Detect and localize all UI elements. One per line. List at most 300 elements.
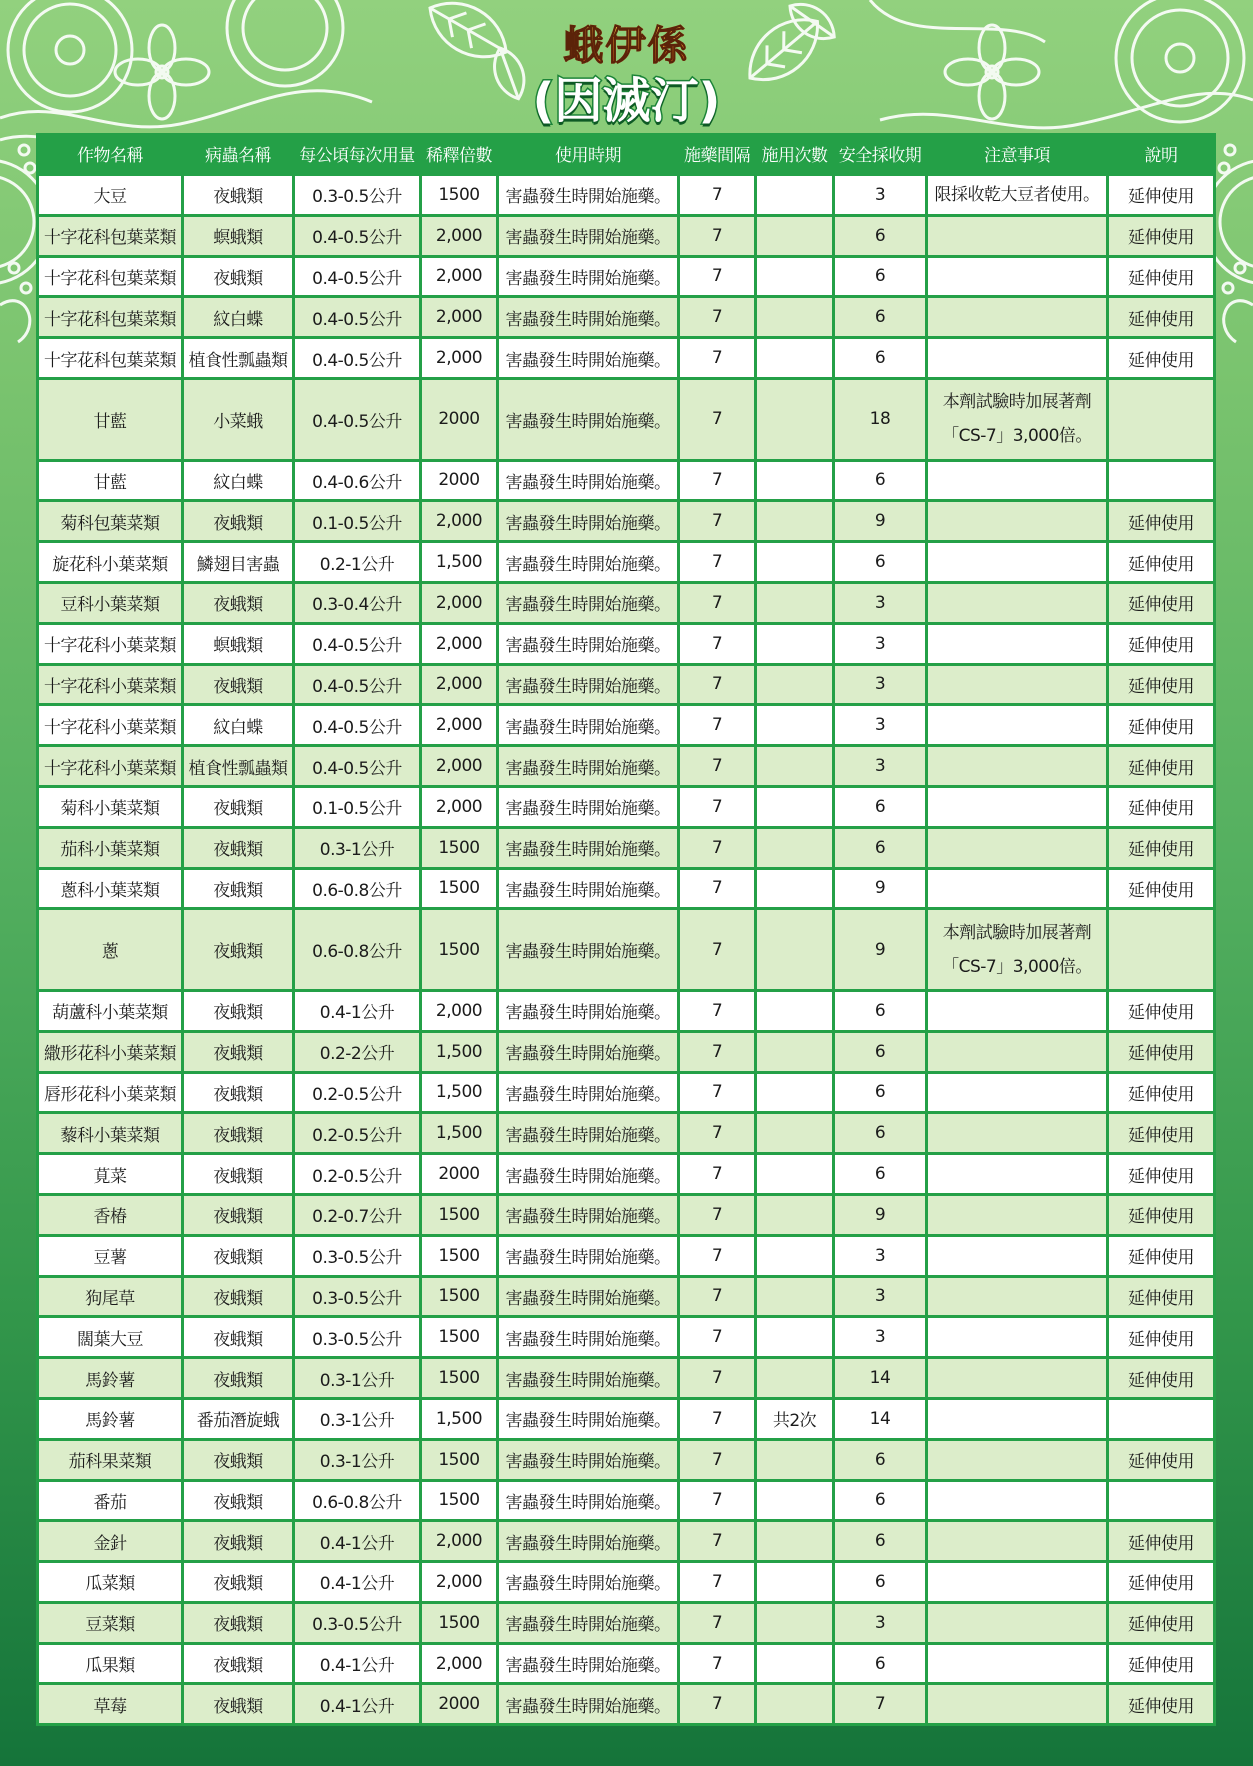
cell-pest: 夜蛾類	[184, 176, 292, 214]
cell-harvest-interval: 6	[835, 1155, 925, 1193]
cell-notes	[928, 1685, 1106, 1723]
cell-harvest-interval: 18	[835, 380, 925, 459]
cell-crop: 十字花科包葉菜類	[39, 217, 181, 255]
cell-harvest-interval: 6	[835, 217, 925, 255]
cell-applications	[757, 625, 832, 663]
header-dilution: 稀釋倍數	[426, 145, 492, 166]
cell-remark: 延伸使用	[1109, 788, 1213, 826]
cell-dosage: 0.4-0.5公升	[295, 666, 419, 704]
cell-pest: 夜蛾類	[184, 1441, 292, 1479]
cell-interval: 7	[680, 992, 754, 1030]
cell-remark: 延伸使用	[1109, 1441, 1213, 1479]
cell-remark: 延伸使用	[1109, 1196, 1213, 1234]
cell-interval: 7	[680, 1400, 754, 1438]
cell-notes	[928, 339, 1106, 377]
cell-remark: 延伸使用	[1109, 217, 1213, 255]
cell-notes	[928, 706, 1106, 744]
table-row	[39, 1482, 1213, 1520]
cell-remark: 延伸使用	[1109, 1359, 1213, 1397]
cell-remark: 延伸使用	[1109, 176, 1213, 214]
cell-notes	[928, 1522, 1106, 1560]
cell-interval: 7	[680, 1441, 754, 1479]
cell-timing: 害蟲發生時開始施藥。	[499, 1441, 677, 1479]
cell-harvest-interval: 6	[835, 1645, 925, 1683]
cell-dilution: 2,000	[422, 217, 496, 255]
cell-pest: 紋白蝶	[184, 706, 292, 744]
cell-dilution: 2000	[422, 1685, 496, 1723]
cell-interval: 7	[680, 666, 754, 704]
cell-timing: 害蟲發生時開始施藥。	[499, 298, 677, 336]
cell-timing: 害蟲發生時開始施藥。	[499, 1318, 677, 1356]
cell-applications	[757, 1482, 832, 1520]
cell-crop: 蔥科小葉菜類	[39, 870, 181, 908]
cell-timing: 害蟲發生時開始施藥。	[499, 1522, 677, 1560]
cell-interval: 7	[680, 1645, 754, 1683]
cell-harvest-interval: 14	[835, 1359, 925, 1397]
cell-dilution: 1500	[422, 1441, 496, 1479]
table-row	[39, 462, 1213, 500]
cell-applications	[757, 380, 832, 459]
cell-interval: 7	[680, 910, 754, 989]
cell-crop: 十字花科包葉菜類	[39, 339, 181, 377]
cell-crop: 番茄	[39, 1482, 181, 1520]
cell-pest: 螟蛾類	[184, 625, 292, 663]
cell-crop: 藜科小葉菜類	[39, 1114, 181, 1152]
table-row	[39, 1114, 1213, 1152]
cell-applications	[757, 1278, 832, 1316]
cell-applications	[757, 258, 832, 296]
cell-harvest-interval: 6	[835, 339, 925, 377]
cell-pest: 夜蛾類	[184, 1033, 292, 1071]
cell-dilution: 1,500	[422, 543, 496, 581]
table-header	[39, 133, 1213, 173]
cell-notes	[928, 1563, 1106, 1601]
cell-pest: 植食性瓢蟲類	[184, 747, 292, 785]
cell-harvest-interval: 3	[835, 666, 925, 704]
cell-interval: 7	[680, 380, 754, 459]
cell-notes	[928, 1441, 1106, 1479]
table-row	[39, 747, 1213, 785]
cell-remark	[1109, 380, 1213, 459]
cell-interval: 7	[680, 462, 754, 500]
cell-dilution: 2,000	[422, 502, 496, 540]
cell-dosage: 0.4-0.5公升	[295, 258, 419, 296]
cell-harvest-interval: 3	[835, 625, 925, 663]
cell-applications	[757, 1114, 832, 1152]
cell-dosage: 0.3-0.5公升	[295, 1318, 419, 1356]
cell-applications	[757, 1074, 832, 1112]
cell-applications	[757, 992, 832, 1030]
cell-remark: 延伸使用	[1109, 747, 1213, 785]
cell-harvest-interval: 3	[835, 1278, 925, 1316]
table-row	[39, 1563, 1213, 1601]
cell-applications	[757, 788, 832, 826]
cell-dosage: 0.2-0.5公升	[295, 1074, 419, 1112]
cell-dilution: 1500	[422, 1318, 496, 1356]
cell-notes	[928, 910, 1106, 989]
cell-crop: 十字花科小葉菜類	[39, 666, 181, 704]
cell-remark	[1109, 1482, 1213, 1520]
cell-applications	[757, 1685, 832, 1723]
cell-pest: 夜蛾類	[184, 1196, 292, 1234]
cell-harvest-interval: 9	[835, 870, 925, 908]
cell-interval: 7	[680, 176, 754, 214]
cell-applications	[757, 829, 832, 867]
cell-dosage: 0.4-1公升	[295, 992, 419, 1030]
cell-dilution: 2,000	[422, 584, 496, 622]
header-timing: 使用時期	[555, 145, 621, 166]
cell-timing: 害蟲發生時開始施藥。	[499, 1114, 677, 1152]
cell-remark: 延伸使用	[1109, 1278, 1213, 1316]
cell-pest: 夜蛾類	[184, 258, 292, 296]
cell-notes	[928, 1114, 1106, 1152]
cell-timing: 害蟲發生時開始施藥。	[499, 176, 677, 214]
cell-remark: 延伸使用	[1109, 543, 1213, 581]
cell-notes	[928, 1237, 1106, 1275]
cell-dosage: 0.4-0.6公升	[295, 462, 419, 500]
table-row	[39, 502, 1213, 540]
cell-dosage: 0.2-0.5公升	[295, 1155, 419, 1193]
cell-applications	[757, 1155, 832, 1193]
cell-pest: 夜蛾類	[184, 910, 292, 989]
table-row	[39, 1604, 1213, 1642]
cell-interval: 7	[680, 543, 754, 581]
cell-dilution: 2000	[422, 1155, 496, 1193]
cell-pest: 夜蛾類	[184, 1318, 292, 1356]
cell-applications	[757, 1604, 832, 1642]
cell-dosage: 0.2-0.7公升	[295, 1196, 419, 1234]
cell-dosage: 0.3-0.5公升	[295, 176, 419, 214]
cell-notes	[928, 1074, 1106, 1112]
cell-crop: 草莓	[39, 1685, 181, 1723]
cell-harvest-interval: 3	[835, 584, 925, 622]
table-row	[39, 788, 1213, 826]
cell-timing: 害蟲發生時開始施藥。	[499, 543, 677, 581]
cell-crop: 瓜果類	[39, 1645, 181, 1683]
cell-pest: 夜蛾類	[184, 870, 292, 908]
cell-dilution: 1500	[422, 1278, 496, 1316]
cell-pest: 夜蛾類	[184, 502, 292, 540]
cell-notes	[928, 217, 1106, 255]
cell-dosage: 0.4-0.5公升	[295, 380, 419, 459]
cell-harvest-interval: 6	[835, 298, 925, 336]
note-line: 本劑試驗時加展著劑	[942, 392, 1092, 413]
note-line: 「CS-7」3,000倍。	[942, 956, 1092, 977]
cell-applications	[757, 543, 832, 581]
cell-remark: 延伸使用	[1109, 1114, 1213, 1152]
cell-dosage: 0.6-0.8公升	[295, 870, 419, 908]
header-remark: 說明	[1144, 145, 1178, 166]
cell-crop: 葫蘆科小葉菜類	[39, 992, 181, 1030]
cell-crop: 十字花科包葉菜類	[39, 258, 181, 296]
title-block	[0, 20, 1253, 130]
cell-applications	[757, 666, 832, 704]
cell-remark: 延伸使用	[1109, 870, 1213, 908]
cell-remark: 延伸使用	[1109, 502, 1213, 540]
header-crop: 作物名稱	[77, 145, 143, 166]
cell-dilution: 1,500	[422, 1033, 496, 1071]
cell-remark	[1109, 462, 1213, 500]
cell-interval: 7	[680, 298, 754, 336]
cell-dosage: 0.2-0.5公升	[295, 1114, 419, 1152]
cell-applications	[757, 339, 832, 377]
cell-remark	[1109, 910, 1213, 989]
cell-applications	[757, 747, 832, 785]
cell-applications	[757, 502, 832, 540]
cell-notes	[928, 992, 1106, 1030]
cell-dilution: 1,500	[422, 1074, 496, 1112]
cell-dilution: 2,000	[422, 1645, 496, 1683]
table-row	[39, 1033, 1213, 1071]
cell-notes	[928, 1033, 1106, 1071]
cell-timing: 害蟲發生時開始施藥。	[499, 992, 677, 1030]
table-row	[39, 666, 1213, 704]
cell-harvest-interval: 6	[835, 1441, 925, 1479]
cell-interval: 7	[680, 870, 754, 908]
table-row	[39, 1441, 1213, 1479]
cell-harvest-interval: 6	[835, 1074, 925, 1112]
cell-pest: 夜蛾類	[184, 1359, 292, 1397]
cell-harvest-interval: 14	[835, 1400, 925, 1438]
cell-crop: 豆科小葉菜類	[39, 584, 181, 622]
cell-pest: 螟蛾類	[184, 217, 292, 255]
cell-notes	[928, 1400, 1106, 1438]
header-dosage: 每公頃每次用量	[299, 145, 415, 166]
cell-pest: 紋白蝶	[184, 462, 292, 500]
table-row	[39, 706, 1213, 744]
cell-pest: 夜蛾類	[184, 992, 292, 1030]
cell-crop: 馬鈴薯	[39, 1400, 181, 1438]
cell-dosage: 0.4-1公升	[295, 1522, 419, 1560]
cell-harvest-interval: 9	[835, 1196, 925, 1234]
cell-notes	[928, 870, 1106, 908]
cell-pest: 夜蛾類	[184, 1522, 292, 1560]
cell-interval: 7	[680, 1482, 754, 1520]
cell-remark: 延伸使用	[1109, 1563, 1213, 1601]
cell-crop: 唇形花科小葉菜類	[39, 1074, 181, 1112]
cell-crop: 金針	[39, 1522, 181, 1560]
cell-notes	[928, 1359, 1106, 1397]
cell-dosage: 0.3-0.4公升	[295, 584, 419, 622]
cell-dilution: 1500	[422, 1237, 496, 1275]
cell-dosage: 0.3-1公升	[295, 829, 419, 867]
cell-remark: 延伸使用	[1109, 1645, 1213, 1683]
cell-harvest-interval: 3	[835, 176, 925, 214]
cell-dosage: 0.2-1公升	[295, 543, 419, 581]
cell-remark: 延伸使用	[1109, 339, 1213, 377]
cell-applications	[757, 1318, 832, 1356]
cell-harvest-interval: 6	[835, 258, 925, 296]
cell-timing: 害蟲發生時開始施藥。	[499, 870, 677, 908]
cell-timing: 害蟲發生時開始施藥。	[499, 339, 677, 377]
table-row	[39, 870, 1213, 908]
cell-interval: 7	[680, 1685, 754, 1723]
cell-timing: 害蟲發生時開始施藥。	[499, 788, 677, 826]
cell-crop: 茄科小葉菜類	[39, 829, 181, 867]
cell-dilution: 2,000	[422, 339, 496, 377]
cell-dilution: 2,000	[422, 706, 496, 744]
cell-pest: 夜蛾類	[184, 666, 292, 704]
cell-timing: 害蟲發生時開始施藥。	[499, 1278, 677, 1316]
cell-harvest-interval: 6	[835, 788, 925, 826]
cell-timing: 害蟲發生時開始施藥。	[499, 1604, 677, 1642]
cell-interval: 7	[680, 584, 754, 622]
cell-dilution: 1500	[422, 910, 496, 989]
cell-dosage: 0.6-0.8公升	[295, 1482, 419, 1520]
cell-dosage: 0.4-0.5公升	[295, 339, 419, 377]
table-row	[39, 1645, 1213, 1683]
table-row	[39, 543, 1213, 581]
table-row	[39, 258, 1213, 296]
cell-crop: 十字花科小葉菜類	[39, 747, 181, 785]
cell-remark	[1109, 1400, 1213, 1438]
cell-interval: 7	[680, 258, 754, 296]
cell-dosage: 0.4-1公升	[295, 1685, 419, 1723]
cell-timing: 害蟲發生時開始施藥。	[499, 1074, 677, 1112]
cell-timing: 害蟲發生時開始施藥。	[499, 1482, 677, 1520]
cell-crop: 甘藍	[39, 462, 181, 500]
table-row	[39, 1400, 1213, 1438]
cell-pest: 夜蛾類	[184, 1685, 292, 1723]
cell-timing: 害蟲發生時開始施藥。	[499, 706, 677, 744]
cell-remark: 延伸使用	[1109, 1522, 1213, 1560]
cell-dilution: 2,000	[422, 788, 496, 826]
cell-pest: 夜蛾類	[184, 1278, 292, 1316]
cell-crop: 狗尾草	[39, 1278, 181, 1316]
cell-crop: 菊科包葉菜類	[39, 502, 181, 540]
cell-pest: 夜蛾類	[184, 584, 292, 622]
cell-harvest-interval: 6	[835, 543, 925, 581]
header-interval: 施藥間隔	[684, 145, 750, 166]
cell-harvest-interval: 7	[835, 1685, 925, 1723]
cell-pest: 夜蛾類	[184, 1237, 292, 1275]
cell-timing: 害蟲發生時開始施藥。	[499, 1685, 677, 1723]
cell-harvest-interval: 6	[835, 1114, 925, 1152]
cell-remark: 延伸使用	[1109, 1604, 1213, 1642]
cell-timing: 害蟲發生時開始施藥。	[499, 1237, 677, 1275]
cell-dilution: 1500	[422, 176, 496, 214]
cell-timing: 害蟲發生時開始施藥。	[499, 380, 677, 459]
cell-interval: 7	[680, 788, 754, 826]
cell-pest: 夜蛾類	[184, 1604, 292, 1642]
cell-harvest-interval: 6	[835, 992, 925, 1030]
cell-crop: 豆菜類	[39, 1604, 181, 1642]
cell-timing: 害蟲發生時開始施藥。	[499, 1645, 677, 1683]
cell-remark: 延伸使用	[1109, 1318, 1213, 1356]
cell-notes	[928, 462, 1106, 500]
cell-notes	[928, 625, 1106, 663]
cell-dosage: 0.1-0.5公升	[295, 502, 419, 540]
cell-pest: 夜蛾類	[184, 1114, 292, 1152]
cell-remark: 延伸使用	[1109, 992, 1213, 1030]
cell-notes	[928, 1645, 1106, 1683]
cell-harvest-interval: 3	[835, 706, 925, 744]
cell-dilution: 2,000	[422, 992, 496, 1030]
cell-interval: 7	[680, 1114, 754, 1152]
cell-dosage: 0.3-0.5公升	[295, 1278, 419, 1316]
cell-timing: 害蟲發生時開始施藥。	[499, 1033, 677, 1071]
cell-pest: 番茄潛旋蛾	[184, 1400, 292, 1438]
cell-timing: 害蟲發生時開始施藥。	[499, 1359, 677, 1397]
cell-dilution: 2,000	[422, 625, 496, 663]
cell-notes	[928, 502, 1106, 540]
cell-pest: 夜蛾類	[184, 1155, 292, 1193]
cell-notes	[928, 747, 1106, 785]
cell-dosage: 0.3-1公升	[295, 1359, 419, 1397]
cell-timing: 害蟲發生時開始施藥。	[499, 829, 677, 867]
cell-harvest-interval: 6	[835, 829, 925, 867]
cell-interval: 7	[680, 706, 754, 744]
cell-interval: 7	[680, 747, 754, 785]
table-row	[39, 910, 1213, 989]
brand-title: 蛾伊係	[564, 20, 690, 72]
cell-timing: 害蟲發生時開始施藥。	[499, 1196, 677, 1234]
cell-crop: 十字花科小葉菜類	[39, 706, 181, 744]
cell-harvest-interval: 3	[835, 1604, 925, 1642]
cell-dosage: 0.4-0.5公升	[295, 217, 419, 255]
cell-dosage: 0.4-0.5公升	[295, 747, 419, 785]
cell-remark: 延伸使用	[1109, 829, 1213, 867]
cell-notes	[928, 380, 1106, 459]
cell-harvest-interval: 6	[835, 1522, 925, 1560]
usage-table	[36, 133, 1216, 1726]
table-row	[39, 380, 1213, 459]
cell-interval: 7	[680, 625, 754, 663]
cell-applications	[757, 1237, 832, 1275]
cell-interval: 7	[680, 1033, 754, 1071]
cell-dilution: 2,000	[422, 258, 496, 296]
cell-dosage: 0.4-0.5公升	[295, 298, 419, 336]
cell-applications	[757, 584, 832, 622]
cell-dilution: 2,000	[422, 298, 496, 336]
cell-harvest-interval: 6	[835, 1033, 925, 1071]
cell-dosage: 0.3-0.5公升	[295, 1237, 419, 1275]
cell-dilution: 1500	[422, 1482, 496, 1520]
cell-interval: 7	[680, 1155, 754, 1193]
cell-applications	[757, 217, 832, 255]
cell-crop: 闊葉大豆	[39, 1318, 181, 1356]
cell-remark: 延伸使用	[1109, 584, 1213, 622]
header-harvest-interval: 安全採收期	[838, 145, 922, 166]
cell-timing: 害蟲發生時開始施藥。	[499, 584, 677, 622]
cell-dilution: 1500	[422, 1359, 496, 1397]
cell-notes	[928, 176, 1106, 214]
table-row	[39, 1318, 1213, 1356]
cell-pest: 紋白蝶	[184, 298, 292, 336]
cell-dilution: 1500	[422, 1604, 496, 1642]
cell-notes	[928, 829, 1106, 867]
cell-notes	[928, 666, 1106, 704]
cell-interval: 7	[680, 1074, 754, 1112]
table-row	[39, 1278, 1213, 1316]
cell-applications	[757, 1441, 832, 1479]
cell-pest: 夜蛾類	[184, 1645, 292, 1683]
table-row	[39, 217, 1213, 255]
cell-dilution: 2,000	[422, 1522, 496, 1560]
cell-dosage: 0.1-0.5公升	[295, 788, 419, 826]
table-row	[39, 1074, 1213, 1112]
table-row	[39, 1685, 1213, 1723]
cell-remark: 延伸使用	[1109, 1155, 1213, 1193]
cell-dosage: 0.3-0.5公升	[295, 1604, 419, 1642]
cell-dosage: 0.4-1公升	[295, 1645, 419, 1683]
cell-dosage: 0.4-0.5公升	[295, 706, 419, 744]
cell-applications	[757, 910, 832, 989]
cell-dosage: 0.6-0.8公升	[295, 910, 419, 989]
note-line: 本劑試驗時加展著劑	[942, 922, 1092, 943]
cell-harvest-interval: 3	[835, 1237, 925, 1275]
cell-applications	[757, 1645, 832, 1683]
